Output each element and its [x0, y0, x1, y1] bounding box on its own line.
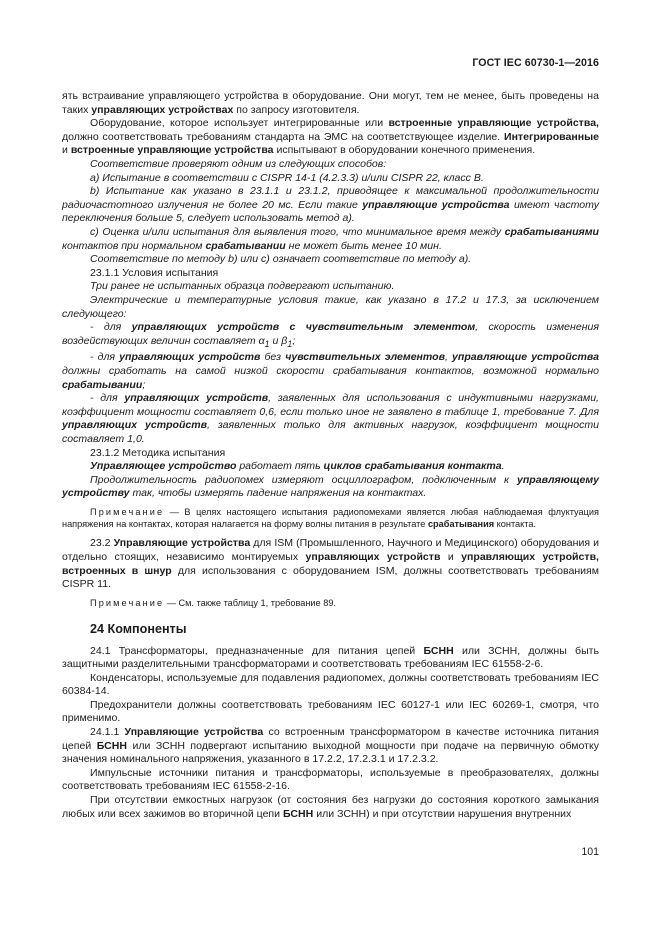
subsection-23-1-1-title: 23.1.1 Условия испытания — [90, 266, 219, 279]
document-header: ГОСТ IEC 60730-1—2016 — [472, 57, 599, 69]
condition-no-sensing-element: - для управляющих устройств без чувствительных элементов, управляющие устройства должны сработать на самой низкой скорости срабатывания контактов, возможной нормально срабатывании; — [62, 351, 599, 391]
paragraph-capacitive-loads: При отсутствии емкостных нагрузок (от состояния без нагрузки до состояния короткого замыкания любых или всех зажимов во вторичной цепи БСНН или ЗСНН) и при отсутствии нарушения внутренних — [62, 794, 599, 820]
condition-sensing-element: - для управляющих устройств с чувствительным элементом, скорость изменения воздействующих величин составляет $\alpha_1$ и $\beta_1$; — [62, 321, 599, 349]
samples-statement: Три ранее не испытанных образца подвергают испытанию. — [90, 280, 395, 293]
conditions-statement: Электрические и температурные условия такие, как указано в 17.2 и 17.3, за исключением следующего: — [62, 293, 599, 320]
compliance-method-a: a) Испытание в соответствии с CISPR 14-1 (4.2.3.3) и/или CISPR 22, класс B. — [90, 171, 484, 184]
test-procedure-oscilloscope: Продолжительность радиопомех измеряют осциллографом, подключенным к управляющему устройству так, чтобы измерять падение напряжения на контактах. — [62, 473, 599, 500]
paragraph-fuses: Предохранители должны соответствовать требованиям IEC 60127-1 или IEC 60269-1, смотря, что применимо. — [62, 698, 599, 725]
section-title-components: 24 Компоненты — [90, 621, 187, 636]
paragraph-equipment-emc: Оборудование, которое использует интегрированные или встроенные управляющие устройства, должно соответствовать требованиям стандарта на ЭМС на соответствующее изделие. Интегрированные и встроенные управляющие устройства испытывают в оборудовании конечного применения. — [62, 117, 599, 157]
compliance-intro: Соответствие проверяют одним из следующих способов: — [90, 157, 387, 170]
subsection-23-2: 23.2 Управляющие устройства для ISM (Промышленного, Научного и Медицинского) оборудования и отдельно стоящих, независимо монтируемых управляющих устройств и управляющих устройств, встроенных в шнур для использования с оборудованием ISM, должны соответствовать требованиям CISPR 11. — [62, 537, 599, 591]
condition-inductive-loads: - для управляющих устройств, заявленных для использования с индуктивными нагрузками, коэффициент мощности составляет 0,6, если только иное не заявлено в таблице 1, требование 7. Для управляющих устройств, заявленных только для активных нагрузок, коэффициент мощности составляет 1,0. — [62, 392, 599, 445]
note-table-reference: Примечание — См. также таблицу 1, требование 89. — [90, 597, 336, 608]
note-radio-interference: Примечание — В целях настоящего испытания радиопомехами является любая наблюдаемая флуктуация напряжения на контактах, которая налагается на форму волны питания в результате срабатывания контакта. — [62, 506, 599, 530]
paragraph-switching-supplies: Импульсные источники питания и трансформаторы, используемые в преобразователях, должны соответствовать требованиям IEC 61558-2-16. — [62, 766, 599, 793]
paragraph-24-1-transformers: 24.1 Трансформаторы, предназначенные для питания цепей БСНН или ЗСНН, должны быть защитными разделительными трансформаторами и соответствовать требованиям IEC 61558-2-6. — [62, 644, 599, 671]
page-body — [62, 90, 599, 821]
page-number: 101 — [581, 846, 599, 858]
subsection-23-1-2-title: 23.1.2 Методика испытания — [90, 446, 226, 459]
compliance-equivalence: Соответствие по методу b) или c) означает соответствие по методу a). — [90, 253, 472, 266]
paragraph-24-1-1: 24.1.1 Управляющие устройства со встроенным трансформатором в качестве источника питания цепей БСНН или ЗСНН подвергают испытанию выходной мощности при подаче на первичную обмотку значения номинального напряжения, указанного в 17.2.2, 17.2.3.1 и 17.2.3.2. — [62, 726, 600, 766]
compliance-method-c: c) Оценка и/или испытания для выявления того, что минимальное время между срабатываниями контактов при нормальном срабатывании не может быть менее 10 мин. — [62, 225, 599, 252]
compliance-method-b: b) Испытание как указано в 23.1.1 и 23.1.2, приводящее к максимальной продолжительности радиочастотного излучения не более 20 мс. Если такие управляющие устройства имеют частоту переключения больше 5, следует использовать метод a). — [62, 185, 599, 225]
test-procedure-cycles: Управляющее устройство работает пять циклов срабатывания контакта. — [90, 460, 505, 473]
paragraph-capacitors: Конденсаторы, используемые для подавления радиопомех, должны соответствовать требованиям IEC 60384-14. — [62, 671, 599, 698]
paragraph-continuation: ять встраивание управляющего устройства в оборудование. Они могут, тем не менее, быть проведены на таких управляющих устройствах по запросу изготовителя. — [62, 90, 599, 116]
